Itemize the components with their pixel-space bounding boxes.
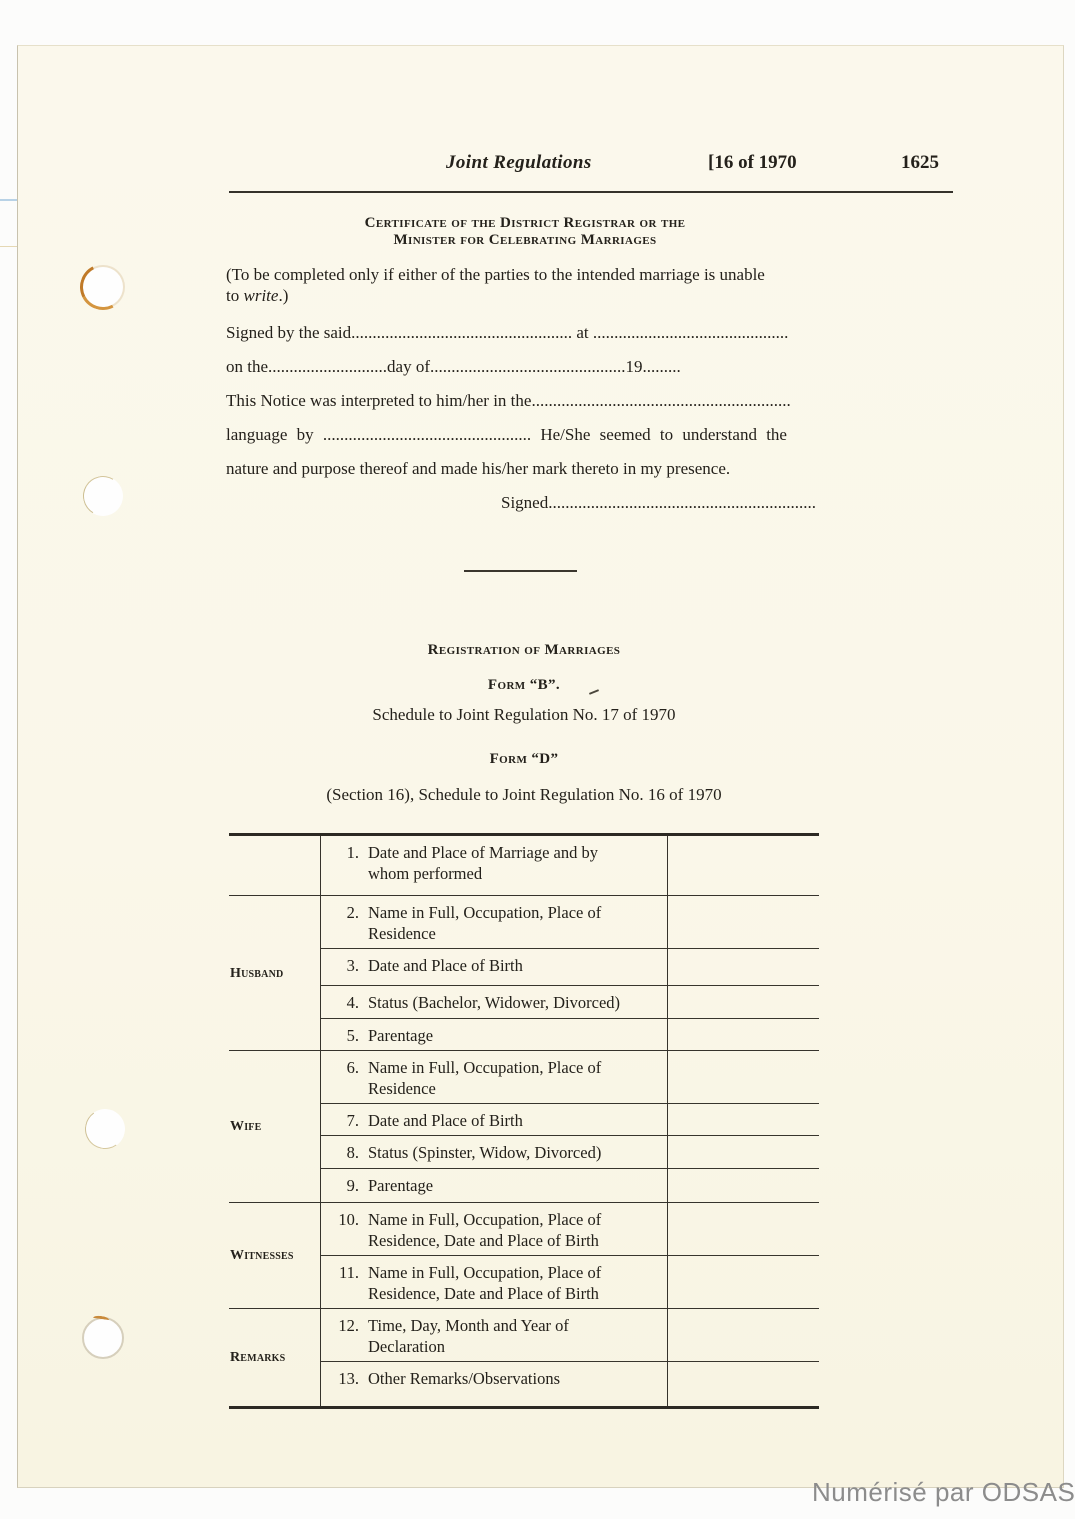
row-item-cell — [321, 1169, 668, 1202]
row-number: 4. — [346, 993, 359, 1012]
table-row — [321, 1309, 819, 1361]
row-item-cell — [321, 896, 668, 948]
table-row — [321, 1051, 819, 1103]
row-value-cell — [668, 1362, 819, 1406]
group-label-husband: Husband — [229, 896, 321, 1050]
punch-hole — [82, 1106, 128, 1152]
document-page — [17, 45, 1064, 1488]
row-value-cell — [668, 1169, 819, 1202]
row-number: 12. — [338, 1316, 359, 1335]
table-row — [321, 1103, 819, 1135]
section-divider — [464, 570, 577, 572]
registration-heading: Registration of Marriages — [427, 642, 621, 658]
page-header-page-number: 1625 — [901, 152, 939, 173]
row-number: 1. — [346, 843, 359, 862]
group-label-empty — [229, 836, 321, 895]
row-item-cell — [321, 836, 668, 895]
row-value-cell — [668, 1309, 819, 1361]
schedule-b-line: Schedule to Joint Regulation No. 17 of 1970 — [372, 705, 676, 724]
group-label-remarks: Remarks — [229, 1309, 321, 1406]
completion-note-line2: to write.) — [226, 286, 289, 305]
row-item-cell — [321, 1203, 668, 1255]
table-group-husband — [229, 895, 819, 1050]
language-line: language by ................................................. He/She seemed to understand the — [226, 425, 787, 444]
row-item-cell — [321, 986, 668, 1018]
date-line: on the............................day of..............................................19......... — [226, 357, 681, 376]
table-row — [321, 1168, 819, 1202]
table-row — [321, 1255, 819, 1308]
row-text: Other Remarks/Observations — [368, 1369, 560, 1388]
form-b-heading: Form “B”. — [487, 677, 561, 693]
presence-line: nature and purpose thereof and made his/her mark thereto in my presence. — [226, 459, 731, 478]
odsas-watermark: Numérisé par ODSAS — [812, 1477, 1075, 1507]
page-header-regulation-ref: [16 of 1970 — [708, 152, 797, 173]
interpreted-line: This Notice was interpreted to him/her in the............................................................. — [226, 391, 791, 410]
row-text: Name in Full, Occupation, Place of Residence — [368, 1058, 602, 1098]
row-number: 2. — [346, 903, 359, 922]
row-text: Time, Day, Month and Year of Declaration — [368, 1316, 569, 1356]
row-item-cell — [321, 1256, 668, 1308]
punch-hole — [79, 472, 127, 520]
table-group-wife — [229, 1050, 819, 1202]
signature-line: Signed............................................................... — [501, 493, 816, 512]
row-number: 10. — [338, 1210, 359, 1229]
row-text: Status (Bachelor, Widower, Divorced) — [368, 993, 621, 1012]
row-text: Parentage — [368, 1176, 434, 1195]
row-value-cell — [668, 986, 819, 1018]
table-group-marriage — [229, 836, 819, 895]
row-number: 7. — [346, 1111, 359, 1130]
certificate-heading-line2: Minister for Celebrating Marriages — [393, 232, 657, 248]
header-rule — [229, 191, 953, 193]
punch-hole — [82, 1317, 124, 1359]
row-value-cell — [668, 1203, 819, 1255]
table-group-witnesses — [229, 1202, 819, 1308]
row-value-cell — [668, 836, 819, 895]
signed-by-line: Signed by the said.................................................... at .............................................. — [226, 323, 789, 342]
certificate-form-lines — [226, 316, 826, 520]
row-value-cell — [668, 949, 819, 985]
table-row — [321, 1135, 819, 1168]
table-row — [321, 896, 819, 948]
row-number: 3. — [346, 956, 359, 975]
italic-word: write — [243, 286, 279, 305]
table-row — [321, 1018, 819, 1050]
table-row — [321, 1361, 819, 1406]
certificate-heading-line1: Certificate of the District Registrar or the — [364, 215, 686, 231]
completion-note-line1: (To be completed only if either of the parties to the intended marriage is unable — [226, 265, 765, 284]
scan-artifact — [0, 199, 17, 201]
row-number: 8. — [346, 1143, 359, 1162]
table-row — [321, 985, 819, 1018]
row-number: 9. — [346, 1176, 359, 1195]
row-text: Status (Spinster, Widow, Divorced) — [368, 1143, 602, 1162]
row-number: 5. — [346, 1026, 359, 1045]
row-number: 6. — [346, 1058, 359, 1077]
row-text: Date and Place of Birth — [368, 956, 523, 975]
row-number: 13. — [338, 1369, 359, 1388]
row-text: Date and Place of Birth — [368, 1111, 523, 1130]
table-row — [321, 948, 819, 985]
row-value-cell — [668, 1051, 819, 1103]
certificate-heading — [229, 215, 821, 249]
table-row — [321, 1203, 819, 1255]
row-item-cell — [321, 1019, 668, 1050]
row-item-cell — [321, 1362, 668, 1406]
table-row — [321, 836, 819, 895]
row-value-cell — [668, 1104, 819, 1135]
row-text: Name in Full, Occupation, Place of Residence, Date and Place of Birth — [368, 1263, 602, 1303]
page-header-title: Joint Regulations — [446, 152, 592, 173]
row-item-cell — [321, 1309, 668, 1361]
row-item-cell — [321, 1051, 668, 1103]
table-group-remarks — [229, 1308, 819, 1406]
marriage-form-table — [229, 833, 819, 1409]
form-d-heading: Form “D” — [489, 751, 559, 767]
row-value-cell — [668, 1256, 819, 1308]
row-value-cell — [668, 1136, 819, 1168]
row-text: Name in Full, Occupation, Place of Residence, Date and Place of Birth — [368, 1210, 602, 1250]
row-number: 11. — [338, 1263, 359, 1282]
punch-hole — [81, 265, 125, 309]
row-item-cell — [321, 1136, 668, 1168]
row-text: Parentage — [368, 1026, 434, 1045]
row-item-cell — [321, 949, 668, 985]
group-label-wife: Wife — [229, 1051, 321, 1202]
completion-note — [226, 264, 826, 306]
row-value-cell — [668, 896, 819, 948]
row-value-cell — [668, 1019, 819, 1050]
schedule-d-line: (Section 16), Schedule to Joint Regulation No. 16 of 1970 — [326, 785, 722, 804]
row-item-cell — [321, 1104, 668, 1135]
row-text: Name in Full, Occupation, Place of Residence — [368, 903, 602, 943]
group-label-witnesses: Witnesses — [229, 1203, 321, 1308]
row-text: Date and Place of Marriage and by whom performed — [368, 843, 598, 883]
